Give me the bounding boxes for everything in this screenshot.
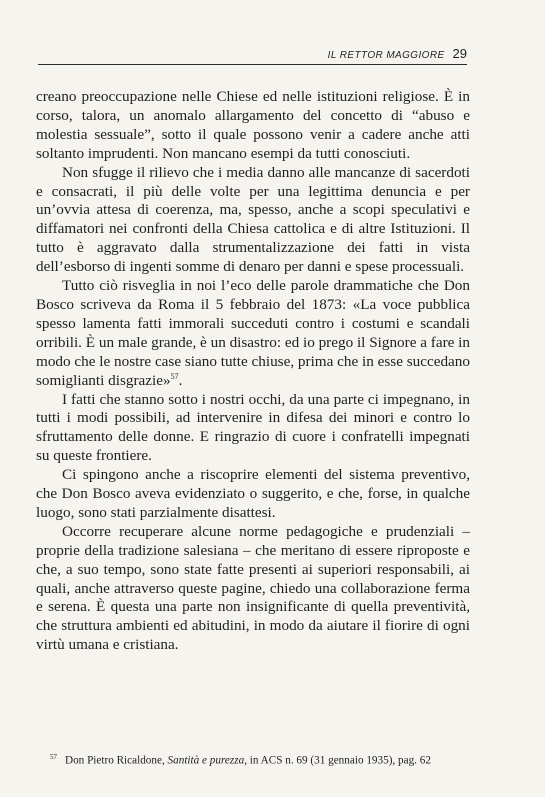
- footnote-citation: , in ACS n. 69 (31 gennaio 1935), pag. 62: [244, 754, 431, 767]
- paragraph-4: I fatti che stanno sotto i nostri occhi, da una parte ci impegnano, in tutti i modi possibili, ad intervenire in difesa dei minori e contro lo sfruttamento delle donne. E ringrazio di cuore i confratelli impegnati su queste frontiere.: [36, 390, 470, 465]
- footnote: [36, 750, 483, 768]
- paragraph-6: Occorre recuperare alcune norme pedagogiche e prudenziali – proprie della tradizione salesiana – che meritano di essere riproposte e che, a suo tempo, sono state fatte presenti ai superiori responsabili, ai quali, anche attraverso queste pagine, chiedo una collaborazione ferma e serena. È questa una parte non insignificante di quella preventività, che struttura ambienti ed abitudini, in modo da aiutare il fiorire di ogni virtù umana e cristiana.: [36, 522, 470, 654]
- paragraph-3-end: .: [178, 371, 183, 389]
- page-number: 29: [452, 46, 467, 61]
- footnote-reference[interactable]: 57: [170, 371, 179, 381]
- paragraph-3: [36, 277, 470, 390]
- paragraph-2: Non sfugge il rilievo che i media danno alle mancanze di sacerdoti e consacrati, il più delle volte per una legittima denuncia e per un’ovvia attesa di coerenza, ma, spesso, anche a scopi speculativi e diffamatori nei confronti della Chiesa cattolica e di altre Istituzioni. Il tutto è aggravato dalla strumentalizzazione dei fatti in vista dell’esborso di ingenti somme di denaro per danni e spese processuali.: [36, 163, 470, 276]
- paragraph-5: Ci spingono anche a riscoprire elementi del sistema preventivo, che Don Bosco aveva evidenziato o suggerito, e che, forse, in qualche luogo, sono stati parzialmente disattesi.: [36, 466, 470, 521]
- footnote-number: 57: [50, 753, 57, 761]
- paragraph-1: creano preoccupazione nelle Chiese ed nelle istituzioni religiose. È in corso, talora, un anomalo allargamento del concetto di “abuso e molestia sessuale”, sotto il quale possono venir a cadere anche atti soltanto imprudenti. Non mancano esempi da tutti conosciuti.: [36, 88, 470, 162]
- footnote-work-title: Santità e purezza: [167, 754, 245, 767]
- paragraph-3-text: Tutto ciò risveglia in noi l’eco delle parole drammatiche che Don Bosco scriveva da Roma il 5 febbraio del 1873: «La voce pubblica spesso lamenta fatti immorali succeduti contro i costumi e scandali orribili. È un male grande, è un disastro: ed io prego il Signore a fare in modo che le nostre case siano tutte chiuse, prima che in esse succedano somiglianti disgrazie»: [36, 277, 470, 389]
- running-title: IL RETTOR MAGGIORE: [327, 50, 445, 61]
- footnote-author: Don Pietro Ricaldone,: [65, 754, 168, 767]
- running-header: [38, 46, 467, 65]
- body-text: [36, 88, 470, 655]
